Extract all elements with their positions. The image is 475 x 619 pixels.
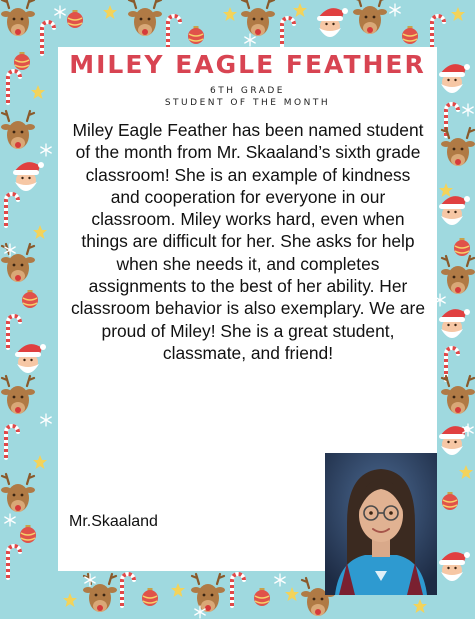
award-description: Miley Eagle Feather has been named student of the month from Mr. Skaaland’s sixth grade classroom! She is an example of kindness and cooperation for everyone in our classroom. Miley works hard, even when things are difficult for her. She asks for help when she needs it, and completes assignments to the best of her ability. Her classroom behavior is also exemplary. We are proud of Miley! She is a great student, classmate, and friend! bbox=[70, 120, 426, 363]
award-label: STUDENT OF THE MONTH bbox=[164, 98, 331, 108]
student-photo bbox=[325, 453, 437, 595]
student-name-title: MILEY EAGLE FEATHER bbox=[69, 50, 426, 79]
grade-label: 6TH GRADE bbox=[210, 86, 285, 96]
teacher-signature: Mr.Skaaland bbox=[69, 513, 158, 530]
